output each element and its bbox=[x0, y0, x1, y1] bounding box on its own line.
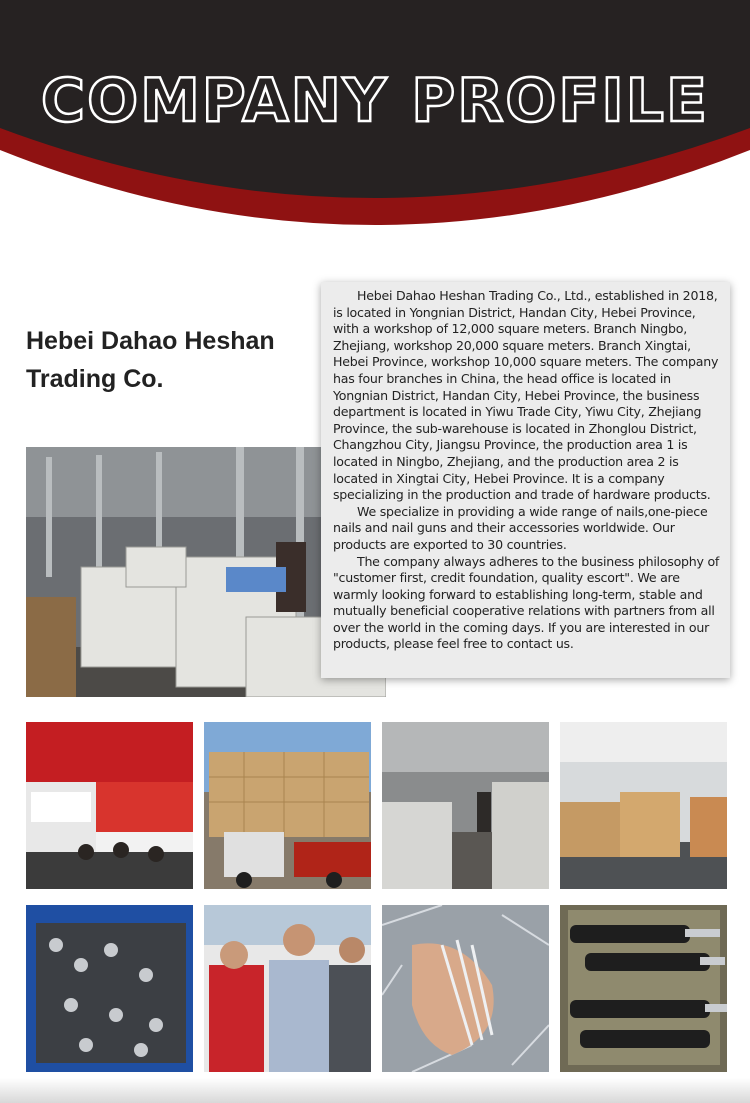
nail-tools-crate-photo bbox=[560, 905, 727, 1072]
description-paragraph: Hebei Dahao Heshan Trading Co., Ltd., established in 2018, is located in Yongnian District, Handan City, Hebei Province, with a workshop of 12,000 square meters. Branch Ningbo, Zhejiang, workshop 20,000 square meters. Branch Xingtai, Hebei Province, workshop 10,000 square meters. The company has four branches in China, the head office is located in Yongnian District, Handan City, Hebei Province, the business department is located in Yiwu Trade City, Yiwu City, Zhejiang Province, the sub-warehouse is located in Zhonglou District, Changzhou City, Jiangsu Province, the production area 1 is located in Ningbo, Zhejiang, and the production area 2 is located in Xingtai City, Hebei Province. It is a company specializing in the production and trade of hardware products. bbox=[333, 288, 719, 503]
company-description-card bbox=[321, 282, 730, 678]
description-paragraph: We specialize in providing a wide range of nails,one-piece nails and nail guns and their accessories worldwide. Our products are exported to 30 countries. bbox=[333, 503, 708, 552]
nail-parts-bin-photo bbox=[26, 905, 193, 1072]
trade-fair-booth-photo bbox=[26, 722, 193, 889]
production-line-photo bbox=[382, 722, 549, 889]
description-paragraph: The company always adheres to the business philosophy of "customer first, credit foundation, quality escort". We are warmly looking forward to establishing long-term, stable and mutually beneficial cooperative relations with partners from all over the world in the coming days. If you are interested in our products, please feel free to contact us. bbox=[333, 553, 720, 652]
nails-in-hand-photo bbox=[382, 905, 549, 1072]
bottom-shadow bbox=[0, 1078, 750, 1103]
company-name: Hebei Dahao Heshan Trading Co. bbox=[26, 327, 275, 393]
header-banner bbox=[0, 0, 750, 260]
forklift-loading-photo bbox=[204, 722, 371, 889]
warehouse-stock-photo bbox=[560, 722, 727, 889]
customer-visit-photo bbox=[204, 905, 371, 1072]
page-title: COMPANY PROFILE bbox=[41, 66, 709, 136]
